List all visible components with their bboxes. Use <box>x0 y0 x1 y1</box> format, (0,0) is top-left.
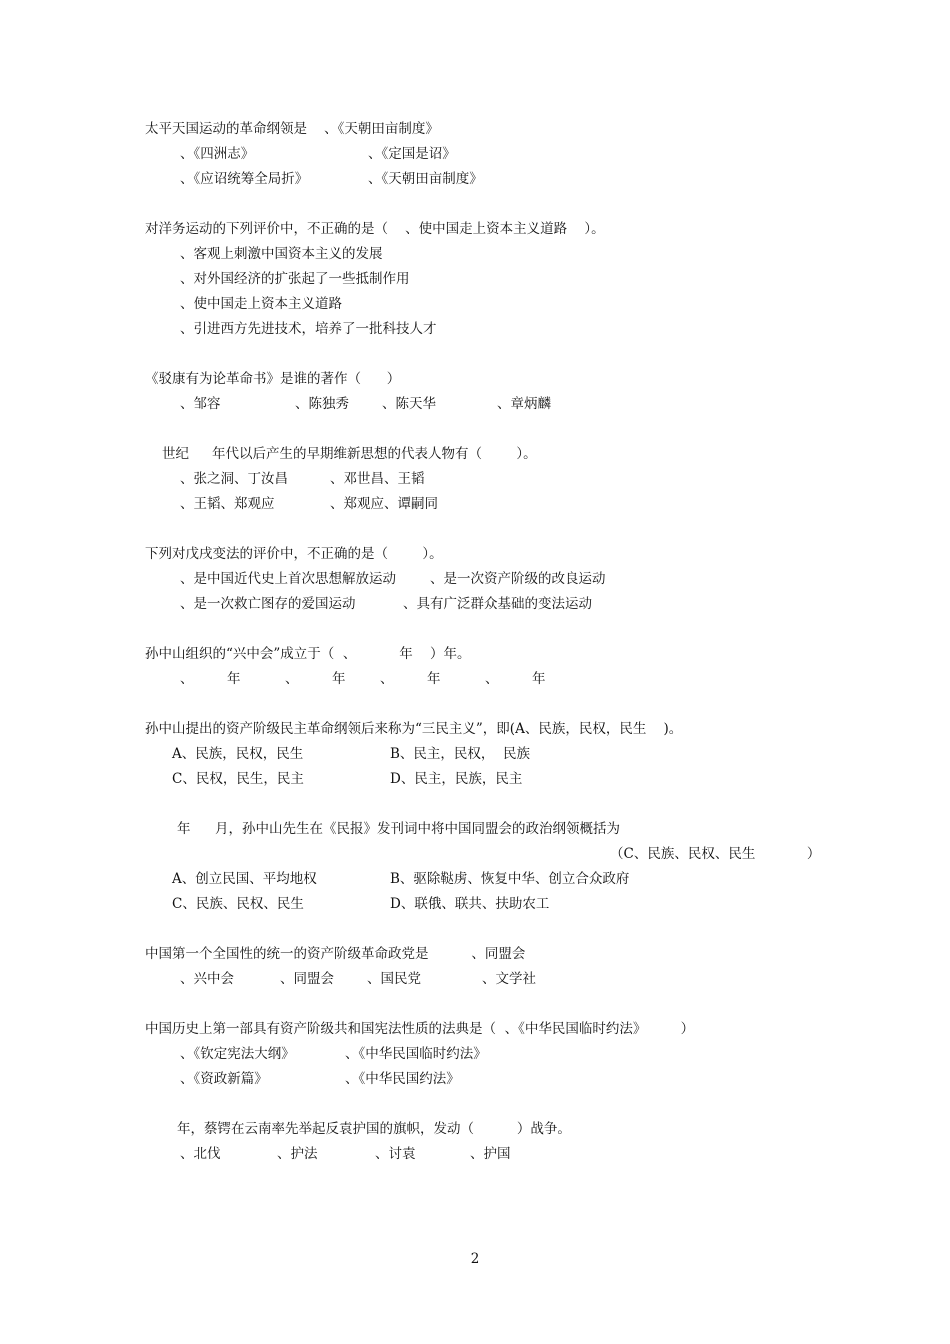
question-11-option-c: 、讨袁 <box>375 1146 416 1162</box>
question-10-option-c: 、《资政新篇》 <box>180 1071 268 1087</box>
question-3-option-d: 、章炳麟 <box>497 396 551 412</box>
question-3-option-a: 、邹容 <box>180 396 221 412</box>
question-6-option-c-unit: 年 <box>427 671 441 687</box>
question-8-stem-part1: 年 <box>177 821 191 837</box>
question-1-option-c: 、《应诏统筹全局折》 <box>180 171 309 187</box>
question-8-option-a: A、创立民国、平均地权 <box>172 871 317 887</box>
question-1-option-b: 、《定国是诏》 <box>368 146 456 162</box>
question-1-stem: 太平天国运动的革命纲领是 、《天朝田亩制度》 <box>145 121 439 137</box>
question-3-option-c: 、陈天华 <box>382 396 436 412</box>
question-8-option-b: B、驱除鞑虏、恢复中华、创立合众政府 <box>390 871 630 887</box>
question-2-option-c: 、使中国走上资本主义道路 <box>180 296 342 312</box>
question-6-option-d-unit: 年 <box>532 671 546 687</box>
question-11-option-b: 、护法 <box>277 1146 318 1162</box>
question-6-option-a-unit: 年 <box>227 671 241 687</box>
question-7-option-b: B、民主，民权， 民族 <box>390 746 531 762</box>
question-5-option-c: 、是一次救亡图存的爱国运动 <box>180 596 356 612</box>
question-4-option-a: 、张之洞、丁汝昌 <box>180 471 288 487</box>
question-5-option-a: 、是中国近代史上首次思想解放运动 <box>180 571 396 587</box>
question-9-option-c: 、国民党 <box>367 971 421 987</box>
question-7-stem: 孙中山提出的资产阶级民主革命纲领后来称为“三民主义”，即(A、民族，民权，民生 )。 <box>145 721 683 737</box>
question-9-option-a: 、兴中会 <box>180 971 234 987</box>
question-8-option-d: D、联俄、联共、扶助农工 <box>390 896 550 912</box>
question-4-stem-part1: 世纪 <box>162 446 189 462</box>
question-11-option-a: 、北伐 <box>180 1146 221 1162</box>
question-9-option-b: 、同盟会 <box>280 971 334 987</box>
question-8-answer: （C、民族、民权、民生 ） <box>610 846 821 862</box>
question-4-stem-part2: 年代以后产生的早期维新思想的代表人物有（ ）。 <box>212 446 537 462</box>
question-5-stem: 下列对戊戌变法的评价中，不正确的是（ ）。 <box>145 546 443 562</box>
question-8-option-c: C、民族、民权、民生 <box>172 896 304 912</box>
question-9-option-d: 、文学社 <box>482 971 536 987</box>
question-4-option-c: 、王韬、郑观应 <box>180 496 275 512</box>
question-6-option-b-marker: 、 <box>285 671 299 687</box>
question-10-option-a: 、《钦定宪法大纲》 <box>180 1046 295 1062</box>
page-number: 2 <box>470 1251 480 1267</box>
question-7-option-a: A、民族，民权，民生 <box>172 746 304 762</box>
question-2-option-d: 、引进西方先进技术，培养了一批科技人才 <box>180 321 437 337</box>
question-6-option-a-marker: 、 <box>180 671 194 687</box>
question-9-stem: 中国第一个全国性的统一的资产阶级革命政党是 、同盟会 <box>145 946 526 962</box>
question-3-option-b: 、陈独秀 <box>295 396 349 412</box>
question-7-option-d: D、民主，民族，民主 <box>390 771 523 787</box>
question-6-option-c-marker: 、 <box>380 671 394 687</box>
question-3-stem: 《驳康有为论革命书》是谁的著作（ ） <box>145 371 401 387</box>
question-1-option-a: 、《四洲志》 <box>180 146 255 162</box>
question-6-option-b-unit: 年 <box>332 671 346 687</box>
question-10-option-b: 、《中华民国临时约法》 <box>345 1046 487 1062</box>
question-1-option-d: 、《天朝田亩制度》 <box>368 171 483 187</box>
question-2-option-b: 、对外国经济的扩张起了一些抵制作用 <box>180 271 410 287</box>
question-5-option-b: 、是一次资产阶级的改良运动 <box>430 571 606 587</box>
question-7-option-c: C、民权，民生，民主 <box>172 771 304 787</box>
question-10-option-d: 、《中华民国约法》 <box>345 1071 460 1087</box>
question-2-option-a: 、客观上刺激中国资本主义的发展 <box>180 246 383 262</box>
question-8-stem-part2: 月，孙中山先生在《民报》发刊词中将中国同盟会的政治纲领概括为 <box>215 821 620 837</box>
question-2-stem: 对洋务运动的下列评价中，不正确的是（ 、使中国走上资本主义道路 ）。 <box>145 221 605 237</box>
question-6-stem: 孙中山组织的“兴中会”成立于（ 、 年 ）年。 <box>145 646 471 662</box>
question-10-stem: 中国历史上第一部具有资产阶级共和国宪法性质的法典是（ 、《中华民国临时约法》 ） <box>145 1021 695 1037</box>
question-11-option-d: 、护国 <box>470 1146 511 1162</box>
question-11-stem: 年，蔡锷在云南率先举起反袁护国的旗帜，发动（ ）战争。 <box>177 1121 571 1137</box>
question-5-option-d: 、具有广泛群众基础的变法运动 <box>403 596 592 612</box>
question-4-option-b: 、邓世昌、王韬 <box>330 471 425 487</box>
question-6-option-d-marker: 、 <box>485 671 499 687</box>
question-4-option-d: 、郑观应、谭嗣同 <box>330 496 438 512</box>
